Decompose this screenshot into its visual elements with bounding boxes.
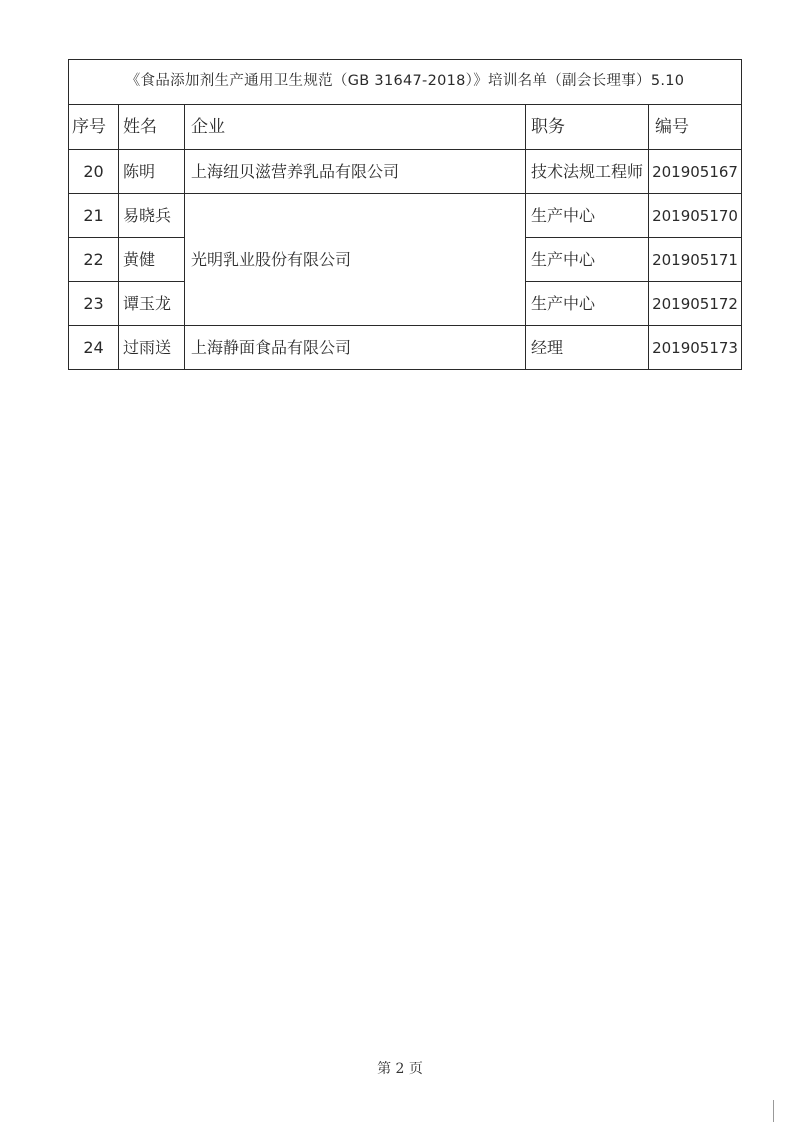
table-row [69, 150, 742, 194]
header-company: 企业 [185, 105, 526, 150]
header-id: 编号 [649, 105, 742, 150]
header-seq: 序号 [69, 105, 119, 150]
scan-edge-mark [773, 1100, 774, 1122]
row-seq: 23 [69, 282, 119, 326]
row-name: 过雨送 [119, 326, 185, 370]
row-company-merged: 光明乳业股份有限公司 [185, 194, 526, 326]
row-position: 生产中心 [526, 238, 649, 282]
training-roster-table [68, 59, 742, 370]
header-name: 姓名 [119, 105, 185, 150]
row-position: 生产中心 [526, 194, 649, 238]
row-seq: 24 [69, 326, 119, 370]
table-header-row [69, 105, 742, 150]
table-title: 《食品添加剂生产通用卫生规范（GB 31647-2018）》培训名单（副会长理事）5.10 [69, 60, 742, 105]
row-name: 易晓兵 [119, 194, 185, 238]
row-id: 201905170 [649, 194, 742, 238]
row-position-cell [526, 150, 649, 194]
row-name: 谭玉龙 [119, 282, 185, 326]
row-id: 201905171 [649, 238, 742, 282]
page-number: 第 2 页 [377, 1061, 423, 1077]
row-position: 技术法规工程师 [531, 161, 644, 181]
row-company: 上海静面食品有限公司 [185, 326, 526, 370]
table-row [69, 326, 742, 370]
table-row [69, 194, 742, 238]
row-id: 201905173 [649, 326, 742, 370]
row-company: 上海纽贝滋营养乳品有限公司 [185, 150, 526, 194]
row-name: 陈明 [119, 150, 185, 194]
table-title-row [69, 60, 742, 105]
row-seq: 21 [69, 194, 119, 238]
row-id: 201905172 [649, 282, 742, 326]
row-seq: 22 [69, 238, 119, 282]
row-seq: 20 [69, 150, 119, 194]
row-position: 生产中心 [526, 282, 649, 326]
row-position: 经理 [526, 326, 649, 370]
header-position: 职务 [526, 105, 649, 150]
row-name: 黄健 [119, 238, 185, 282]
row-id: 201905167 [649, 150, 742, 194]
